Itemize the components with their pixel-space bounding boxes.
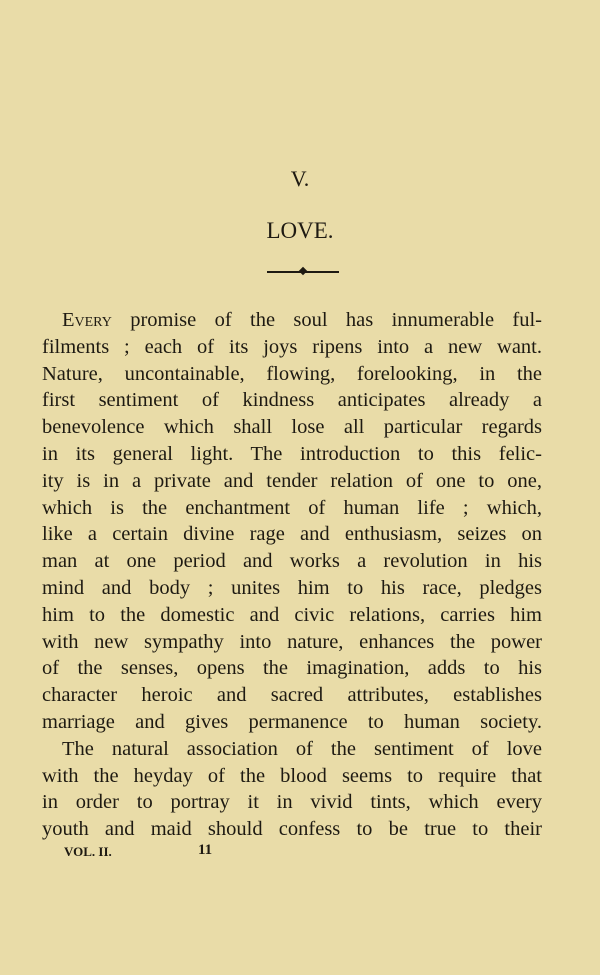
- ornament-rule: [267, 271, 339, 273]
- text-line: [62, 736, 542, 762]
- chapter-number: V.: [290, 166, 310, 191]
- line-text: like a certain divine rage and enthusiasm, seizes on: [42, 523, 542, 546]
- line-text: in its general light. The introduction to this felic-: [42, 443, 542, 465]
- volume-mark: VOL. II.: [64, 844, 112, 859]
- text-line: [42, 387, 542, 413]
- line-text: him to the domestic and civic relations, carries him: [42, 603, 542, 626]
- line-text: first sentiment of kindness anticipates already a: [42, 389, 542, 412]
- text-line: [42, 682, 542, 708]
- line-text: benevolence which shall lose all particular regards: [42, 416, 542, 439]
- text-line: [42, 334, 542, 360]
- line-text: in order to portray it in vivid tints, which every: [42, 791, 542, 814]
- text-line: [42, 468, 542, 494]
- text-line: [42, 495, 542, 521]
- line-text: youth and maid should confess to be true to their: [42, 818, 542, 841]
- text-line: [42, 763, 542, 789]
- line-text: of the senses, opens the imagination, adds to his: [42, 657, 542, 680]
- line-text: Nature, uncontainable, flowing, forelooking, in the: [42, 362, 542, 385]
- text-line: [42, 361, 542, 387]
- text-line: [42, 414, 542, 440]
- text-line: [42, 575, 542, 601]
- text-line: [42, 548, 542, 574]
- line-text: marriage and gives permanence to human society.: [42, 711, 542, 733]
- text-line: [42, 655, 542, 681]
- text-line: [42, 816, 542, 842]
- line-text: with the heyday of the blood seems to require that: [42, 764, 542, 787]
- drop-word: Every: [62, 309, 112, 331]
- text-line: [42, 521, 542, 547]
- line-text: man at one period and works a revolution in his: [42, 550, 542, 573]
- signature-number: 11: [198, 842, 213, 858]
- text-line: [42, 789, 542, 815]
- chapter-title: LOVE.: [266, 218, 334, 243]
- line-text: which is the enchantment of human life ; which,: [42, 496, 542, 519]
- line-text: with new sympathy into nature, enhances the power: [42, 630, 542, 653]
- text-line: [42, 629, 542, 655]
- line-text: character heroic and sacred attributes, establishes: [42, 684, 542, 707]
- line-text: mind and body ; unites him to his race, pledges: [42, 577, 542, 599]
- line-text: The natural association of the sentiment of love: [62, 737, 542, 760]
- text-line: [62, 307, 542, 333]
- text-line: [42, 709, 542, 735]
- line-text: ity is in a private and tender relation of one to one,: [42, 469, 542, 492]
- line-text: promise of the soul has innumerable ful-: [111, 309, 542, 331]
- line-text: filments ; each of its joys ripens into a new want.: [42, 335, 542, 358]
- text-line: [42, 602, 542, 628]
- text-line: [42, 441, 542, 467]
